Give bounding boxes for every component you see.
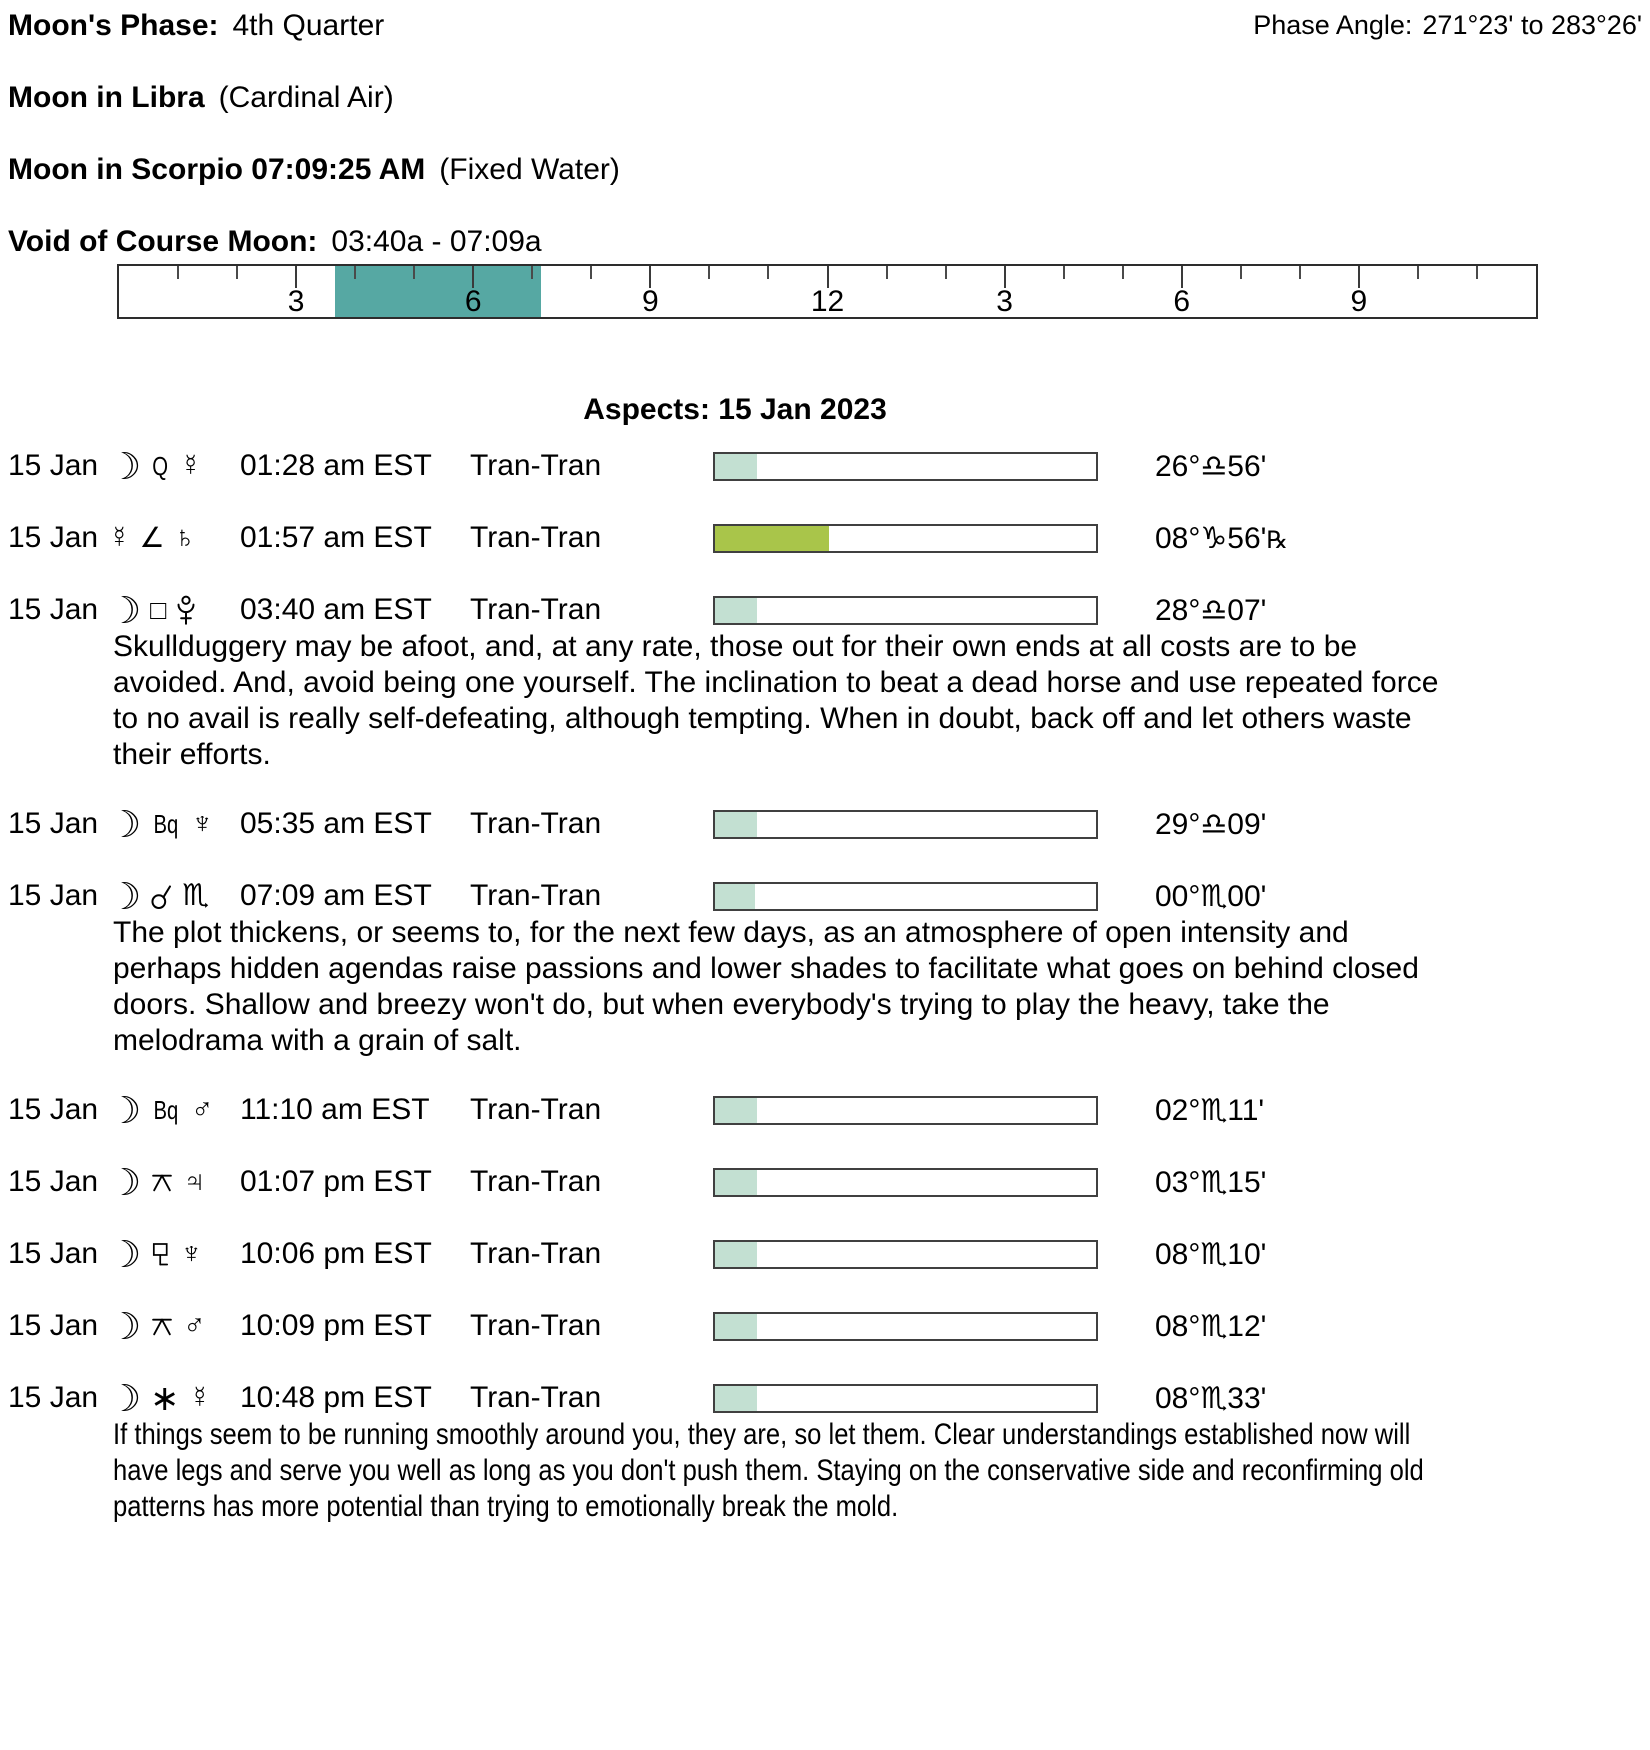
timeline-hour-label: 6 <box>464 285 482 318</box>
mercury-symbol: ☿ <box>108 521 131 554</box>
hour-tick <box>708 266 710 279</box>
moon-symbol: ☽ <box>108 1233 142 1275</box>
orb-bar <box>713 1384 1098 1413</box>
aspect-time: 01:07 pm EST <box>240 1165 432 1198</box>
orb-bar-cell <box>713 1312 1098 1341</box>
aspect-type: Tran-Tran <box>470 449 602 482</box>
hour-tick <box>590 266 592 279</box>
orb-bar <box>713 810 1098 839</box>
hour-tick <box>1063 266 1065 279</box>
hour-tick <box>177 266 179 279</box>
moons-phase-label: Moon's Phase: <box>8 9 219 42</box>
aspect-row <box>0 589 1650 631</box>
orb-bar-cell <box>713 882 1098 911</box>
orb-bar-fill <box>715 1098 757 1123</box>
orb-bar <box>713 596 1098 625</box>
orb-bar-fill <box>715 1242 757 1267</box>
timeline-hour-label: 6 <box>1173 285 1191 318</box>
conjunction-symbol <box>150 882 173 911</box>
hour-tick <box>1417 266 1419 279</box>
moon-in-scorpio-label: Moon in Scorpio 07:09:25 AM <box>8 153 426 186</box>
aspect-date: 15 Jan <box>8 807 99 840</box>
orb-bar <box>713 1168 1098 1197</box>
moon-in-libra-quality: (Cardinal Air) <box>218 81 394 114</box>
jupiter-symbol: ♃ <box>183 1165 206 1198</box>
orb-bar-fill <box>715 1386 757 1411</box>
phase-angle-value: 271°23' to 283°26' <box>1422 10 1642 40</box>
aspect-note: If things seem to be running smoothly around you, they are, so let them. Clear understandings established now will have legs and serve you well as long as you don't push them. Staying on the conservative side and reconfirming old patterns has more potential than trying to emotionally break the mold. <box>113 1418 1424 1523</box>
aspect-row <box>0 521 1650 555</box>
orb-bar-cell <box>713 1168 1098 1197</box>
aspect-date: 15 Jan <box>8 1237 99 1270</box>
aspect-date: 15 Jan <box>8 1381 99 1414</box>
aspect-symbols <box>108 1161 240 1203</box>
orb-bar <box>713 1312 1098 1341</box>
aspect-date: 15 Jan <box>8 879 99 912</box>
aspect-symbols <box>108 445 240 487</box>
orb-bar-fill <box>715 526 829 551</box>
sesquiquadrate-symbol <box>150 1241 171 1268</box>
aspect-row <box>0 1089 1650 1131</box>
square-symbol: □ <box>150 594 167 625</box>
moon-in-libra-label: Moon in Libra <box>8 81 205 114</box>
hour-tick <box>236 266 238 279</box>
hour-tick <box>1476 266 1478 279</box>
retrograde-symbol: ℞ <box>1266 526 1288 554</box>
aspects-list <box>0 445 1650 1525</box>
aspect-time: 11:10 am EST <box>240 1093 430 1126</box>
aspect-row <box>0 803 1650 845</box>
orb-bar-cell <box>713 524 1098 553</box>
timeline-hour-label: 12 <box>810 285 845 318</box>
moon-symbol: ☽ <box>108 1305 142 1347</box>
hour-tick <box>354 266 356 279</box>
aspect-time: 10:48 pm EST <box>240 1381 432 1414</box>
moon-symbol: ☽ <box>108 1089 142 1131</box>
phase-angle-label: Phase Angle: <box>1253 10 1413 40</box>
aspect-position: 03°♏15' <box>1155 1165 1267 1199</box>
aspect-date: 15 Jan <box>8 521 99 554</box>
aspect-position: 08°♑56'℞ <box>1155 521 1288 555</box>
orb-bar-cell <box>713 1240 1098 1269</box>
aspect-symbols <box>108 523 240 553</box>
aspect-type: Tran-Tran <box>470 593 602 626</box>
neptune-symbol: ♆ <box>180 1237 203 1270</box>
aspect-time: 10:06 pm EST <box>240 1237 432 1270</box>
aspect-symbols <box>108 803 240 845</box>
void-of-course-line <box>8 226 1650 258</box>
aspect-position: 08°♏33' <box>1155 1381 1267 1415</box>
phase-angle <box>1253 10 1642 41</box>
aspect-note: The plot thickens, or seems to, for the next few days, as an atmosphere of open intensity and perhaps hidden agendas raise passions and lower shades to facilitate what goes on behind closed doors. Shallow and breezy won't do, but when everybody's trying to play the heavy, take the melodrama with a grain of salt. <box>113 916 1419 1057</box>
moon-symbol: ☽ <box>108 875 142 917</box>
aspect-time: 07:09 am EST <box>240 879 432 912</box>
mars-symbol: ♂ <box>190 1093 214 1126</box>
hour-tick <box>531 266 533 279</box>
aspect-symbols <box>108 1089 240 1131</box>
orb-bar <box>713 1240 1098 1269</box>
moon-in-scorpio-quality: (Fixed Water) <box>439 153 620 186</box>
hour-tick <box>1122 266 1124 279</box>
moon-sign-line-scorpio <box>8 154 1650 186</box>
aspect-position: 29°♎09' <box>1155 807 1267 841</box>
biquintile-symbol: Bq <box>153 809 179 839</box>
mars-symbol: ♂ <box>183 1309 206 1342</box>
hour-tick <box>1240 266 1242 279</box>
aspect-type: Tran-Tran <box>470 1237 602 1270</box>
aspect-type: Tran-Tran <box>470 879 602 912</box>
moons-phase-value: 4th Quarter <box>232 9 385 42</box>
aspect-row <box>0 1161 1650 1203</box>
neptune-symbol: ♆ <box>190 807 214 840</box>
aspect-position: 08°♏10' <box>1155 1237 1267 1271</box>
aspect-symbols <box>108 1233 240 1275</box>
orb-bar-fill <box>715 598 757 623</box>
aspect-position: 00°♏00' <box>1155 879 1267 913</box>
orb-bar <box>713 524 1098 553</box>
void-of-course-value: 03:40a - 07:09a <box>331 225 542 258</box>
hour-tick <box>413 266 415 279</box>
aspect-time: 03:40 am EST <box>240 593 432 626</box>
void-period-fill <box>335 266 541 317</box>
aspect-date: 15 Jan <box>8 449 99 482</box>
aspect-type: Tran-Tran <box>470 521 602 554</box>
quintile-symbol: Q <box>152 451 169 481</box>
aspect-symbols <box>108 1377 240 1419</box>
orb-bar-fill <box>715 812 757 837</box>
moon-symbol: ☽ <box>108 803 142 845</box>
quincunx-symbol <box>150 1171 174 1194</box>
aspect-type: Tran-Tran <box>470 1381 602 1414</box>
timeline-hour-label: 3 <box>287 285 305 318</box>
aspect-type: Tran-Tran <box>470 1165 602 1198</box>
aspect-type: Tran-Tran <box>470 1093 602 1126</box>
semisquare-symbol: ∠ <box>139 522 165 553</box>
mercury-symbol: ☿ <box>188 1381 211 1414</box>
hour-tick <box>1299 266 1301 279</box>
aspect-row <box>0 1377 1650 1419</box>
aspect-date: 15 Jan <box>8 1309 99 1342</box>
timeline-hour-label: 9 <box>642 285 659 318</box>
orb-bar-fill <box>715 1170 757 1195</box>
orb-bar-fill <box>715 454 757 479</box>
orb-bar-cell <box>713 1096 1098 1125</box>
hour-tick <box>945 266 947 279</box>
aspect-position: 26°♎56' <box>1155 449 1267 483</box>
moon-symbol: ☽ <box>108 589 142 631</box>
saturn-symbol: ♄ <box>173 521 197 554</box>
orb-bar <box>713 452 1098 481</box>
moon-sign-line-libra <box>8 82 1650 114</box>
aspect-type: Tran-Tran <box>470 807 602 840</box>
mercury-symbol: ☿ <box>179 449 202 482</box>
aspect-position: 08°♏12' <box>1155 1309 1267 1343</box>
aspect-row <box>0 1233 1650 1275</box>
aspects-title: Aspects: 15 Jan 2023 <box>583 393 887 426</box>
aspect-note: Skullduggery may be afoot, and, at any rate, those out for their own ends at all costs are to be avoided. And, avoid being one yourself. The inclination to beat a dead horse and use repeated force to no avail is really self-defeating, although tempting. When in doubt, back off and let others waste their efforts. <box>113 630 1439 771</box>
orb-bar-cell <box>713 596 1098 625</box>
sextile-symbol: ∗ <box>150 1378 180 1418</box>
aspect-row <box>0 875 1650 917</box>
aspect-date: 15 Jan <box>8 1093 99 1126</box>
aspect-symbols <box>108 589 240 631</box>
timeline-hour-label: 9 <box>1350 285 1368 318</box>
aspect-position: 02°♏11' <box>1155 1093 1265 1127</box>
orb-bar-fill <box>715 884 755 909</box>
moon-symbol: ☽ <box>108 1161 142 1203</box>
aspect-time: 01:28 am EST <box>240 449 432 482</box>
scorpio-symbol: ♏ <box>182 879 210 912</box>
orb-bar <box>713 1096 1098 1125</box>
void-of-course-timeline <box>117 264 1538 319</box>
orb-bar-fill <box>715 1314 757 1339</box>
biquintile-symbol: Bq <box>153 1095 179 1125</box>
aspect-row <box>0 445 1650 487</box>
aspect-symbols <box>108 1305 240 1347</box>
aspect-symbols <box>108 875 240 917</box>
void-of-course-label: Void of Course Moon: <box>8 225 318 258</box>
aspect-row <box>0 1305 1650 1347</box>
aspect-date: 15 Jan <box>8 593 99 626</box>
aspect-date: 15 Jan <box>8 1165 99 1198</box>
aspect-time: 01:57 am EST <box>240 521 432 554</box>
hour-tick <box>767 266 769 279</box>
pluto-symbol <box>175 595 197 625</box>
moon-symbol: ☽ <box>108 445 142 487</box>
moon-symbol: ☽ <box>108 1377 142 1419</box>
aspect-type: Tran-Tran <box>470 1309 602 1342</box>
hour-tick <box>886 266 888 279</box>
aspect-time: 05:35 am EST <box>240 807 432 840</box>
quincunx-symbol <box>150 1315 174 1338</box>
orb-bar <box>713 882 1098 911</box>
aspect-time: 10:09 pm EST <box>240 1309 432 1342</box>
orb-bar-cell <box>713 810 1098 839</box>
orb-bar-cell <box>713 1384 1098 1413</box>
orb-bar-cell <box>713 452 1098 481</box>
aspect-position: 28°♎07' <box>1155 593 1267 627</box>
timeline-hour-label: 3 <box>996 285 1013 318</box>
